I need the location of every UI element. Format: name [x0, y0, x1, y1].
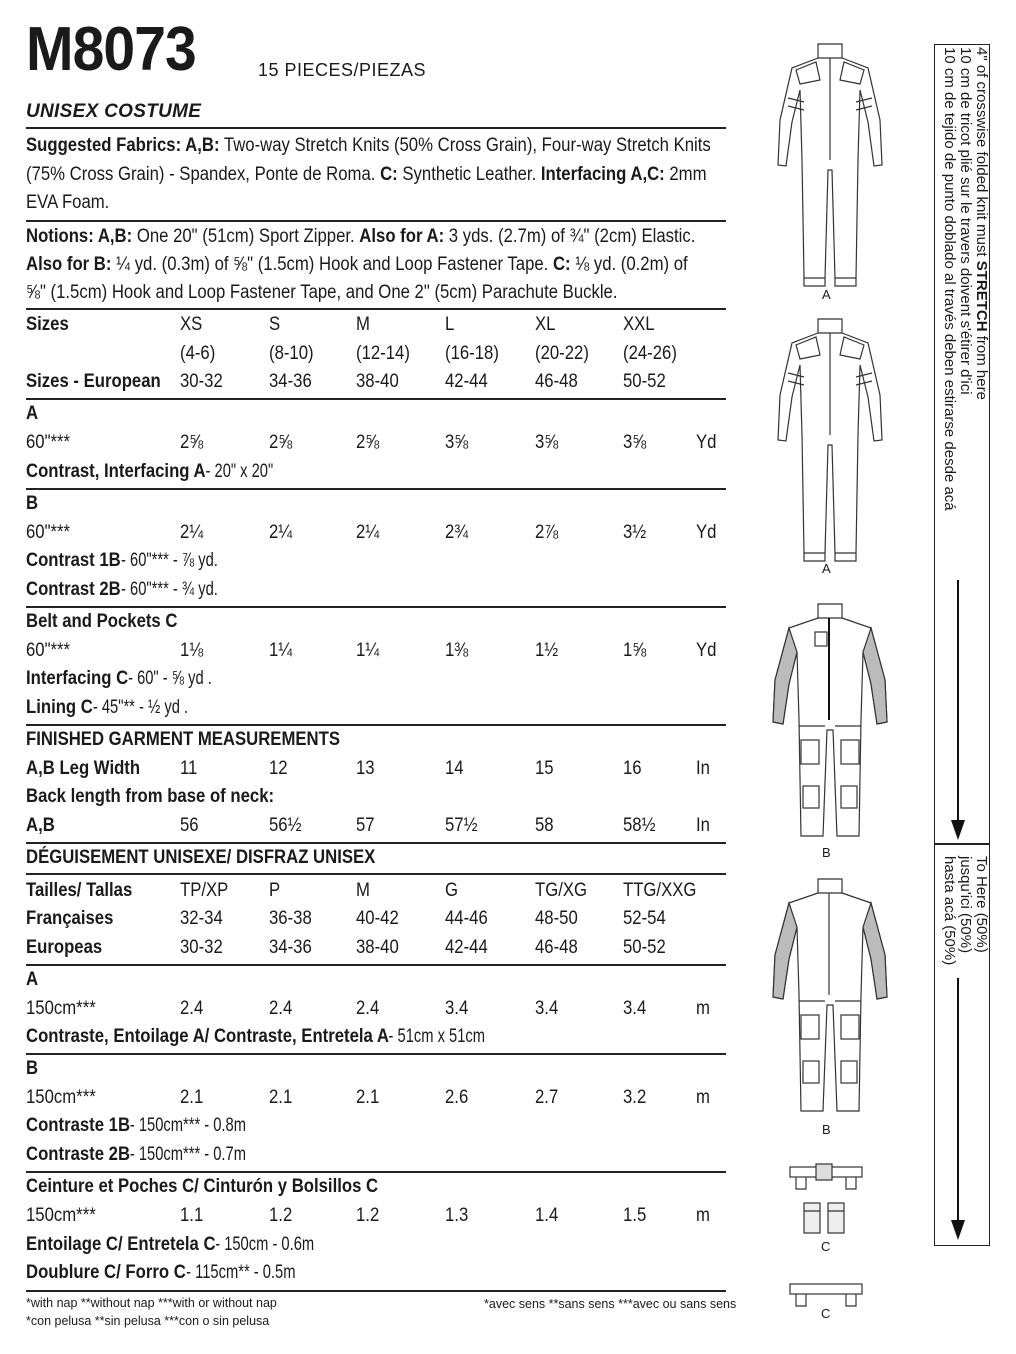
view-c-yardage-row: 60"*** 1⅛ 1¼ 1¼ 1⅜ 1½ 1⅝ Yd: [26, 640, 717, 661]
view-b-front-illustration: [765, 600, 895, 845]
fr-view-a-row: 150cm*** 2.4 2.4 2.4 3.4 3.4 3.4 m: [26, 998, 710, 1019]
stretch-arrow-bottom: [948, 978, 968, 1242]
sizes-row: Sizes XS S M L XL XXL: [26, 314, 655, 335]
section-b-heading: B: [26, 493, 39, 514]
stretch-arrow-top: [948, 580, 968, 842]
label-view-b-back: B: [822, 1122, 831, 1137]
fabrics-line-3: EVA Foam.: [26, 192, 110, 213]
to-here-es: hasta acá (50%): [941, 856, 958, 966]
footnote-english: *with nap **without nap ***with or without nap: [26, 1296, 277, 1310]
stretch-gauge-text-fr: 10 cm de tricot plié sur le travers doivent s'étirer d'ici: [957, 47, 974, 395]
view-b-yardage-row: 60"*** 2¼ 2¼ 2¼ 2¾ 2⅞ 3½ Yd: [26, 522, 717, 543]
back-length-row: A,B 56 56½ 57 57½ 58 58½ In: [26, 815, 710, 836]
notions-line-1: Notions: A,B: One 20" (51cm) Sport Zipper. Also for A: 3 yds. (2.7m) of ¾" (2cm) Elastic.: [26, 226, 696, 247]
section-c-heading: Belt and Pockets C: [26, 611, 178, 632]
view-a-yardage-row: 60"*** 2⅝ 2⅝ 2⅝ 3⅝ 3⅝ 3⅝ Yd: [26, 432, 717, 453]
fr-lining-c: Doublure C/ Forro C - 115cm** - 0.5m: [26, 1262, 296, 1283]
contrast-interfacing-a: Contrast, Interfacing A - 20" x 20": [26, 461, 274, 482]
fr-contrast-2b: Contraste 2B - 150cm*** - 0.7m: [26, 1144, 247, 1165]
view-a-back-illustration: [770, 315, 890, 565]
fr-interfacing-c: Entoilage C/ Entretela C - 150cm - 0.6m: [26, 1234, 315, 1255]
interfacing-c: Interfacing C - 60" - ⅝ yd .: [26, 668, 212, 689]
tailles-row: Tailles/ Tallas TP/XP P M G TG/XG TTG/XXG: [26, 880, 697, 901]
fr-contrast-a: Contraste, Entoilage A/ Contraste, Entretela A - 51cm x 51cm: [26, 1026, 486, 1047]
french-spanish-heading: DÉGUISEMENT UNISEXE/ DISFRAZ UNISEX: [26, 847, 376, 868]
contrast-1b: Contrast 1B - 60"*** - ⅞ yd.: [26, 550, 218, 571]
stretch-gauge-text-es: 10 cm de tejido de punto doblado al través deben estirarse desde acá: [941, 47, 958, 511]
europeas-row: Europeas 30-32 34-36 38-40 42-44 46-48 50-52: [26, 937, 666, 958]
to-here-fr: jusqu'ici (50%): [957, 856, 974, 954]
fr-view-c-row: 150cm*** 1.1 1.2 1.2 1.3 1.4 1.5 m: [26, 1205, 710, 1226]
lining-c: Lining C - 45"** - ½ yd .: [26, 697, 189, 718]
notions-line-2: Also for B: ¼ yd. (0.3m) of ⅝" (1.5cm) Hook and Loop Fastener Tape. C: ⅛ yd. (0.2m) of: [26, 254, 688, 275]
label-view-c-back: C: [821, 1306, 831, 1321]
footnote-spanish: *con pelusa **sin pelusa ***con o sin pelusa: [26, 1314, 270, 1328]
label-view-a-back: A: [822, 561, 831, 576]
label-view-c-front: C: [821, 1239, 831, 1254]
footnote-french: *avec sens **sans sens ***avec ou sans sens: [484, 1297, 737, 1311]
fr-section-b-heading: B: [26, 1058, 39, 1079]
leg-width-row: A,B Leg Width 11 12 13 14 15 16 In: [26, 758, 710, 779]
fabrics-line-1: Suggested Fabrics: A,B: Two-way Stretch Knits (50% Cross Grain), Four-way Stretch Knits: [26, 135, 711, 156]
contrast-2b: Contrast 2B - 60"*** - ¾ yd.: [26, 579, 218, 600]
size-ranges-row: (4-6) (8-10) (12-14) (16-18) (20-22) (24-26): [180, 343, 677, 364]
view-a-front-illustration: [770, 40, 890, 290]
view-c-belt-pockets-illustration: [788, 1163, 864, 1237]
to-here-en: To Here (50%): [973, 856, 990, 953]
finished-measurements-heading: FINISHED GARMENT MEASUREMENTS: [26, 729, 340, 750]
piece-count: 15 PIECES/PIEZAS: [258, 60, 427, 80]
fr-view-b-row: 150cm*** 2.1 2.1 2.1 2.6 2.7 3.2 m: [26, 1087, 710, 1108]
fr-section-a-heading: A: [26, 969, 39, 990]
pattern-number: M8073: [26, 15, 196, 84]
label-view-a-front: A: [822, 287, 831, 302]
fr-contrast-1b: Contraste 1B - 150cm*** - 0.8m: [26, 1115, 247, 1136]
fr-section-c-heading: Ceinture et Poches C/ Cinturón y Bolsillos C: [26, 1176, 379, 1197]
stretch-gauge-text-en: 4" of crosswise folded knit must STRETCH from here: [973, 47, 990, 400]
sizes-european-row: Sizes - European 30-32 34-36 38-40 42-44 46-48 50-52: [26, 371, 666, 392]
view-c-belt-back-illustration: [788, 1278, 864, 1308]
label-view-b-front: B: [822, 845, 831, 860]
pattern-title: UNISEX COSTUME: [26, 101, 202, 122]
notions-line-3: ⅝" (1.5cm) Hook and Loop Fastener Tape, and One 2" (5cm) Parachute Buckle.: [26, 282, 618, 303]
fabrics-line-2: (75% Cross Grain) - Spandex, Ponte de Roma. C: Synthetic Leather. Interfacing A,C: 2mm: [26, 164, 707, 185]
view-b-back-illustration: [765, 875, 895, 1120]
section-a-heading: A: [26, 403, 39, 424]
back-length-label: Back length from base of neck:: [26, 786, 275, 807]
francaises-row: Françaises 32-34 36-38 40-42 44-46 48-50 52-54: [26, 908, 666, 929]
stretch-gauge-divider: [934, 843, 990, 845]
